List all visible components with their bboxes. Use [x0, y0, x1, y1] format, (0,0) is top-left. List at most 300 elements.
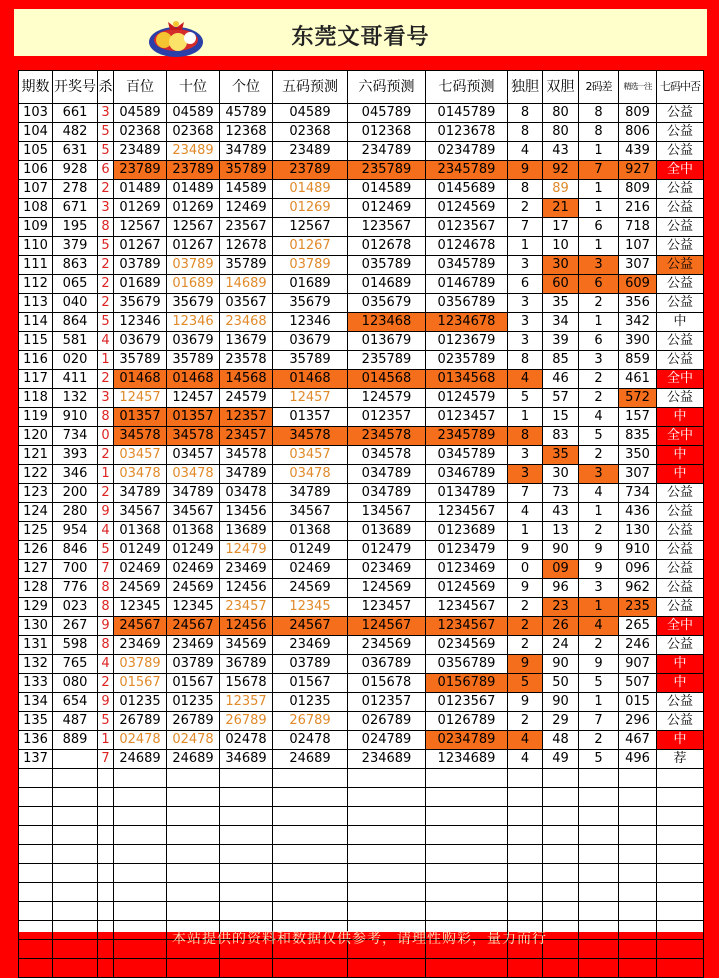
cell-five-code: 03478 — [273, 465, 348, 484]
cell-issue: 110 — [19, 237, 53, 256]
empty-cell — [114, 769, 167, 788]
table-row — [19, 218, 704, 237]
empty-cell — [579, 807, 619, 826]
cell-hundreds: 03679 — [114, 332, 167, 351]
cell-seven-code: 0234789 — [426, 142, 508, 161]
cell-tens: 03457 — [167, 446, 220, 465]
table-row — [19, 750, 704, 769]
empty-cell — [220, 845, 273, 864]
empty-cell — [543, 769, 579, 788]
cell-units: 03567 — [220, 294, 273, 313]
cell-seven-code: 0234789 — [426, 731, 508, 750]
empty-cell — [508, 845, 543, 864]
cell-seven-code-result: 全中 — [657, 617, 704, 636]
cell-single-pick: 9 — [508, 541, 543, 560]
cell-hundreds: 01357 — [114, 408, 167, 427]
cell-double-pick: 30 — [543, 256, 579, 275]
cell-selected-pick: 390 — [619, 332, 657, 351]
cell-draw: 065 — [53, 275, 98, 294]
cell-selected-pick: 927 — [619, 161, 657, 180]
cell-double-pick: 23 — [543, 598, 579, 617]
cell-kill: 7 — [98, 560, 114, 579]
empty-cell — [619, 902, 657, 921]
cell-draw: 482 — [53, 123, 98, 142]
cell-units: 13456 — [220, 503, 273, 522]
empty-cell — [619, 807, 657, 826]
cell-single-pick: 4 — [508, 750, 543, 769]
empty-cell — [53, 788, 98, 807]
cell-kill: 5 — [98, 142, 114, 161]
empty-cell — [348, 807, 426, 826]
cell-two-code-diff: 1 — [579, 313, 619, 332]
cell-seven-code: 0126789 — [426, 712, 508, 731]
table-row — [19, 332, 704, 351]
cell-draw: 132 — [53, 389, 98, 408]
cell-double-pick: 43 — [543, 503, 579, 522]
cell-seven-code-result: 公益 — [657, 598, 704, 617]
cell-draw: 598 — [53, 636, 98, 655]
empty-cell — [619, 864, 657, 883]
cell-units: 02478 — [220, 731, 273, 750]
cell-five-code: 24689 — [273, 750, 348, 769]
column-header-tens: 十位 — [167, 71, 220, 104]
empty-cell — [619, 883, 657, 902]
cell-units: 34789 — [220, 142, 273, 161]
empty-cell — [657, 959, 704, 978]
cell-two-code-diff: 9 — [579, 560, 619, 579]
empty-cell — [426, 845, 508, 864]
cell-single-pick: 2 — [508, 598, 543, 617]
cell-tens: 01249 — [167, 541, 220, 560]
cell-tens: 02368 — [167, 123, 220, 142]
cell-tens: 01235 — [167, 693, 220, 712]
table-row — [19, 351, 704, 370]
empty-cell — [543, 883, 579, 902]
cell-five-code: 23789 — [273, 161, 348, 180]
cell-double-pick: 10 — [543, 237, 579, 256]
cell-tens: 01689 — [167, 275, 220, 294]
cell-units: 26789 — [220, 712, 273, 731]
cell-draw: 195 — [53, 218, 98, 237]
table-row — [19, 104, 704, 123]
empty-cell — [167, 883, 220, 902]
cell-seven-code-result: 公益 — [657, 503, 704, 522]
cell-tens: 04589 — [167, 104, 220, 123]
cell-five-code: 34578 — [273, 427, 348, 446]
cell-seven-code-result: 公益 — [657, 294, 704, 313]
cell-double-pick: 60 — [543, 275, 579, 294]
cell-units: 23457 — [220, 598, 273, 617]
cell-six-code: 026789 — [348, 712, 426, 731]
cell-units: 12479 — [220, 541, 273, 560]
cell-six-code: 234578 — [348, 427, 426, 446]
cell-tens: 34578 — [167, 427, 220, 446]
cell-six-code: 124569 — [348, 579, 426, 598]
empty-cell — [657, 845, 704, 864]
cell-draw: 267 — [53, 617, 98, 636]
empty-cell — [579, 769, 619, 788]
cell-hundreds: 34789 — [114, 484, 167, 503]
empty-cell — [167, 826, 220, 845]
empty-cell — [167, 864, 220, 883]
cell-six-code: 123468 — [348, 313, 426, 332]
empty-cell — [579, 845, 619, 864]
cell-issue: 126 — [19, 541, 53, 560]
cell-double-pick: 89 — [543, 180, 579, 199]
empty-cell — [619, 845, 657, 864]
disclaimer-footer: 本站提供的资料和数据仅供参考，请理性购彩，量力而行 — [172, 931, 547, 947]
empty-cell — [98, 883, 114, 902]
cell-double-pick: 13 — [543, 522, 579, 541]
cell-issue: 116 — [19, 351, 53, 370]
cell-two-code-diff: 6 — [579, 218, 619, 237]
cell-draw: 200 — [53, 484, 98, 503]
cell-tens: 01357 — [167, 408, 220, 427]
cell-tens: 23469 — [167, 636, 220, 655]
empty-cell — [426, 902, 508, 921]
empty-cell — [657, 807, 704, 826]
cell-seven-code: 1234567 — [426, 598, 508, 617]
cell-hundreds: 01468 — [114, 370, 167, 389]
cell-issue: 125 — [19, 522, 53, 541]
cell-seven-code-result: 全中 — [657, 161, 704, 180]
cell-single-pick: 0 — [508, 560, 543, 579]
cell-seven-code: 0123678 — [426, 123, 508, 142]
empty-cell — [114, 883, 167, 902]
cell-five-code: 01357 — [273, 408, 348, 427]
empty-cell — [426, 788, 508, 807]
table-row — [19, 161, 704, 180]
empty-row — [19, 959, 704, 978]
cell-two-code-diff: 3 — [579, 351, 619, 370]
cell-kill: 1 — [98, 351, 114, 370]
cell-issue: 132 — [19, 655, 53, 674]
empty-cell — [19, 769, 53, 788]
empty-cell — [114, 864, 167, 883]
column-header-seven-code-result: 七码中否 — [657, 71, 704, 104]
cell-six-code: 124579 — [348, 389, 426, 408]
cell-seven-code-result: 中 — [657, 446, 704, 465]
prediction-table-sheet — [18, 70, 703, 932]
cell-double-pick: 24 — [543, 636, 579, 655]
empty-cell — [348, 826, 426, 845]
cell-units: 34578 — [220, 446, 273, 465]
cell-issue: 121 — [19, 446, 53, 465]
cell-draw: 581 — [53, 332, 98, 351]
cell-double-pick: 15 — [543, 408, 579, 427]
cell-seven-code: 0345789 — [426, 256, 508, 275]
cell-two-code-diff: 6 — [579, 332, 619, 351]
cell-tens: 12346 — [167, 313, 220, 332]
cell-single-pick: 9 — [508, 655, 543, 674]
cell-double-pick: 26 — [543, 617, 579, 636]
empty-row — [19, 883, 704, 902]
cell-kill: 8 — [98, 408, 114, 427]
cell-units: 36789 — [220, 655, 273, 674]
cell-five-code: 35679 — [273, 294, 348, 313]
empty-cell — [273, 807, 348, 826]
cell-tens: 01468 — [167, 370, 220, 389]
table-row — [19, 389, 704, 408]
cell-units: 23469 — [220, 560, 273, 579]
empty-cell — [426, 807, 508, 826]
cell-single-pick: 2 — [508, 712, 543, 731]
cell-five-code: 34789 — [273, 484, 348, 503]
cell-draw: 023 — [53, 598, 98, 617]
cell-selected-pick: 572 — [619, 389, 657, 408]
cell-hundreds: 35789 — [114, 351, 167, 370]
cell-hundreds: 04589 — [114, 104, 167, 123]
empty-cell — [348, 864, 426, 883]
cell-seven-code-result: 中 — [657, 465, 704, 484]
cell-units: 14689 — [220, 275, 273, 294]
cell-two-code-diff: 2 — [579, 389, 619, 408]
cell-draw: 776 — [53, 579, 98, 598]
column-header-units: 个位 — [220, 71, 273, 104]
cell-draw: 080 — [53, 674, 98, 693]
cell-single-pick: 4 — [508, 142, 543, 161]
column-header-seven-code: 七码预测 — [426, 71, 508, 104]
cell-six-code: 234569 — [348, 636, 426, 655]
cell-tens: 24569 — [167, 579, 220, 598]
cell-six-code: 235789 — [348, 351, 426, 370]
cell-issue: 136 — [19, 731, 53, 750]
empty-cell — [98, 845, 114, 864]
empty-cell — [579, 826, 619, 845]
empty-cell — [98, 959, 114, 978]
header-banner — [14, 9, 707, 56]
cell-selected-pick: 157 — [619, 408, 657, 427]
cell-hundreds: 01249 — [114, 541, 167, 560]
cell-double-pick: 29 — [543, 712, 579, 731]
empty-cell — [426, 769, 508, 788]
empty-cell — [657, 826, 704, 845]
table-row — [19, 142, 704, 161]
cell-seven-code-result: 公益 — [657, 484, 704, 503]
cell-single-pick: 9 — [508, 579, 543, 598]
cell-tens: 34567 — [167, 503, 220, 522]
cell-kill: 2 — [98, 446, 114, 465]
cell-six-code: 014689 — [348, 275, 426, 294]
cell-selected-pick: 962 — [619, 579, 657, 598]
table-row — [19, 123, 704, 142]
cell-five-code: 34567 — [273, 503, 348, 522]
cell-seven-code: 0124579 — [426, 389, 508, 408]
empty-row — [19, 807, 704, 826]
cell-draw: 379 — [53, 237, 98, 256]
cell-seven-code-result: 公益 — [657, 256, 704, 275]
cell-seven-code-result: 荐 — [657, 750, 704, 769]
cell-single-pick: 2 — [508, 617, 543, 636]
cell-seven-code: 0123567 — [426, 693, 508, 712]
empty-cell — [167, 788, 220, 807]
cell-seven-code-result: 中 — [657, 313, 704, 332]
cell-selected-pick: 507 — [619, 674, 657, 693]
cell-six-code: 035789 — [348, 256, 426, 275]
empty-cell — [273, 902, 348, 921]
empty-cell — [53, 864, 98, 883]
cell-units: 14568 — [220, 370, 273, 389]
cell-issue: 111 — [19, 256, 53, 275]
empty-cell — [543, 902, 579, 921]
empty-cell — [273, 864, 348, 883]
cell-issue: 131 — [19, 636, 53, 655]
cell-issue: 112 — [19, 275, 53, 294]
empty-cell — [543, 959, 579, 978]
cell-double-pick: 43 — [543, 142, 579, 161]
empty-cell — [426, 959, 508, 978]
empty-cell — [619, 788, 657, 807]
cell-single-pick: 4 — [508, 370, 543, 389]
cell-draw: 863 — [53, 256, 98, 275]
cell-single-pick: 7 — [508, 484, 543, 503]
cell-draw: 734 — [53, 427, 98, 446]
cell-two-code-diff: 2 — [579, 731, 619, 750]
cell-units: 23468 — [220, 313, 273, 332]
cell-two-code-diff: 8 — [579, 123, 619, 142]
empty-cell — [348, 788, 426, 807]
cell-draw: 346 — [53, 465, 98, 484]
empty-cell — [220, 902, 273, 921]
cell-draw: 661 — [53, 104, 98, 123]
cell-double-pick: 34 — [543, 313, 579, 332]
cell-six-code: 013679 — [348, 332, 426, 351]
empty-cell — [98, 788, 114, 807]
empty-cell — [426, 826, 508, 845]
empty-cell — [98, 864, 114, 883]
cell-seven-code-result: 公益 — [657, 218, 704, 237]
cell-hundreds: 01267 — [114, 237, 167, 256]
cell-draw: 040 — [53, 294, 98, 313]
empty-cell — [220, 788, 273, 807]
table-row — [19, 503, 704, 522]
empty-cell — [619, 826, 657, 845]
cell-hundreds: 23469 — [114, 636, 167, 655]
cell-selected-pick: 809 — [619, 104, 657, 123]
cell-tens: 01267 — [167, 237, 220, 256]
cell-issue: 122 — [19, 465, 53, 484]
empty-cell — [220, 826, 273, 845]
empty-cell — [657, 769, 704, 788]
cell-two-code-diff: 4 — [579, 484, 619, 503]
column-header-two-code-diff: 2码差 — [579, 71, 619, 104]
cell-double-pick: 35 — [543, 446, 579, 465]
cell-seven-code-result: 公益 — [657, 712, 704, 731]
cell-draw: 928 — [53, 161, 98, 180]
cell-seven-code: 1234567 — [426, 617, 508, 636]
column-header-selected-pick: 精选一注 — [619, 71, 657, 104]
table-row — [19, 446, 704, 465]
cell-hundreds: 34567 — [114, 503, 167, 522]
cell-six-code: 235789 — [348, 161, 426, 180]
empty-cell — [19, 807, 53, 826]
cell-five-code: 24569 — [273, 579, 348, 598]
cell-seven-code-result: 公益 — [657, 389, 704, 408]
cell-double-pick: 80 — [543, 104, 579, 123]
cell-two-code-diff: 7 — [579, 161, 619, 180]
cell-double-pick: 39 — [543, 332, 579, 351]
table-row — [19, 465, 704, 484]
cell-two-code-diff: 1 — [579, 180, 619, 199]
empty-cell — [220, 959, 273, 978]
cell-units: 13689 — [220, 522, 273, 541]
empty-cell — [53, 826, 98, 845]
table-row — [19, 655, 704, 674]
cell-two-code-diff: 5 — [579, 427, 619, 446]
cell-selected-pick: 910 — [619, 541, 657, 560]
cell-two-code-diff: 2 — [579, 636, 619, 655]
table-row — [19, 408, 704, 427]
cell-hundreds: 01489 — [114, 180, 167, 199]
cell-issue: 129 — [19, 598, 53, 617]
cell-kill: 8 — [98, 218, 114, 237]
cell-selected-pick: 496 — [619, 750, 657, 769]
cell-selected-pick: 216 — [619, 199, 657, 218]
cell-draw: 765 — [53, 655, 98, 674]
cell-selected-pick: 609 — [619, 275, 657, 294]
table-header-row — [19, 71, 704, 104]
table-row — [19, 275, 704, 294]
cell-two-code-diff: 1 — [579, 503, 619, 522]
cell-kill: 8 — [98, 636, 114, 655]
cell-units: 14589 — [220, 180, 273, 199]
empty-cell — [98, 826, 114, 845]
cell-selected-pick: 461 — [619, 370, 657, 389]
cell-seven-code-result: 公益 — [657, 275, 704, 294]
cell-hundreds: 26789 — [114, 712, 167, 731]
cell-units: 12456 — [220, 617, 273, 636]
cell-seven-code-result: 公益 — [657, 636, 704, 655]
cell-seven-code: 0145789 — [426, 104, 508, 123]
cell-issue: 115 — [19, 332, 53, 351]
cell-single-pick: 3 — [508, 465, 543, 484]
cell-five-code: 02368 — [273, 123, 348, 142]
empty-cell — [508, 902, 543, 921]
cell-kill: 6 — [98, 161, 114, 180]
cell-selected-pick: 342 — [619, 313, 657, 332]
cell-issue: 127 — [19, 560, 53, 579]
cell-five-code: 01235 — [273, 693, 348, 712]
empty-cell — [114, 959, 167, 978]
cell-kill: 2 — [98, 370, 114, 389]
empty-cell — [657, 902, 704, 921]
empty-cell — [98, 902, 114, 921]
empty-cell — [619, 769, 657, 788]
empty-cell — [273, 788, 348, 807]
cell-kill: 2 — [98, 294, 114, 313]
cell-tens: 24567 — [167, 617, 220, 636]
cell-issue: 114 — [19, 313, 53, 332]
cell-seven-code: 0123469 — [426, 560, 508, 579]
cell-units: 34689 — [220, 750, 273, 769]
cell-kill: 9 — [98, 693, 114, 712]
cell-six-code: 023469 — [348, 560, 426, 579]
cell-hundreds: 03789 — [114, 256, 167, 275]
cell-draw: 278 — [53, 180, 98, 199]
cell-double-pick: 35 — [543, 294, 579, 313]
cell-kill: 3 — [98, 389, 114, 408]
cell-seven-code: 0235789 — [426, 351, 508, 370]
cell-kill: 5 — [98, 712, 114, 731]
empty-cell — [167, 959, 220, 978]
table-row — [19, 636, 704, 655]
cell-units: 03478 — [220, 484, 273, 503]
empty-cell — [508, 959, 543, 978]
cell-issue: 135 — [19, 712, 53, 731]
cell-selected-pick: 467 — [619, 731, 657, 750]
cell-draw: 954 — [53, 522, 98, 541]
cell-seven-code-result: 公益 — [657, 142, 704, 161]
